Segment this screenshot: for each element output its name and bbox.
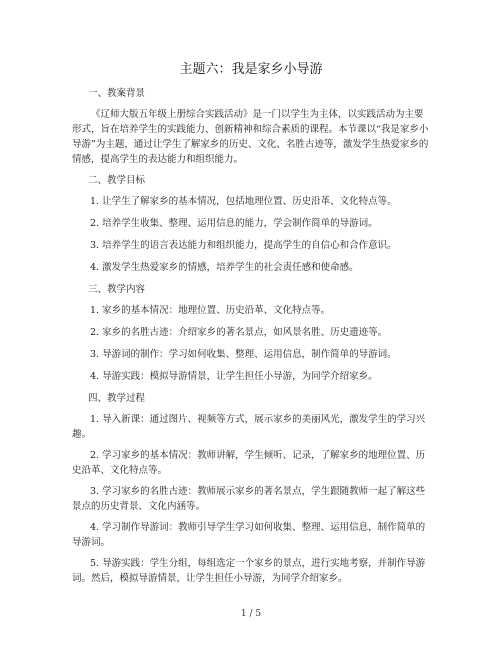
objective-item: 3. 培养学生的语言表达能力和组织能力，提高学生的自信心和合作意识。 (90, 240, 397, 251)
section-heading-process: 四、教学过程 (88, 393, 146, 404)
background-paragraph: 《辽师大版五年级上册综合实践活动》是一门以学生为主体，以实践活动为主要形式，旨在培养学生的实践能力、创新精神和综合素质的课程。本节课以“我是家乡小导游”为主题，通过让学生了解家乡的历史、文化、名胜古迹等，激发学生热爱家乡的情感，提高学生的表达能力和组织能力。 (72, 109, 429, 165)
content-item: 3. 导游词的制作：学习如何收集、整理、运用信息，制作简单的导游词。 (90, 349, 397, 360)
content-item: 1. 家乡的基本情况：地理位置、历史沿革、文化特点等。 (90, 305, 331, 316)
document-body (72, 80, 432, 592)
objective-item: 4. 激发学生热爱家乡的情感，培养学生的社会责任感和使命感。 (90, 262, 359, 273)
section-heading-background: 一、教案背景 (88, 88, 146, 99)
page-title: 主题六：我是家乡小导游 (179, 62, 323, 77)
content-item: 4. 导游实践：模拟导游情景，让学生担任小导游，为同学介绍家乡。 (90, 371, 378, 382)
section-heading-objectives: 二、教学目标 (88, 175, 146, 186)
section-heading-content: 三、教学内容 (88, 284, 146, 295)
process-step: 4. 学习制作导游词：教师引导学生学习如何收集、整理、运用信息，制作简单的导游词。 (72, 522, 426, 548)
page-number: 1 / 5 (240, 609, 262, 619)
objective-item: 2. 培养学生收集、整理、运用信息的能力，学会制作简单的导游词。 (90, 218, 378, 229)
process-step: 3. 学习家乡的名胜古迹：教师展示家乡的著名景点，学生跟随教师一起了解这些景点的历史背景、文化内涵等。 (72, 486, 426, 512)
process-step: 1. 导入新课：通过图片、视频等方式，展示家乡的美丽风光，激发学生的学习兴趣。 (72, 414, 426, 440)
process-step: 5. 导游实践：学生分组，每组选定一个家乡的景点，进行实地考察，并制作导游词。然后，模拟导游情景，让学生担任小导游，为同学介绍家乡。 (72, 558, 426, 584)
objective-item: 1. 让学生了解家乡的基本情况，包括地理位置、历史沿革、文化特点等。 (90, 196, 397, 207)
content-item: 2. 家乡的名胜古迹：介绍家乡的著名景点，如风景名胜、历史遗迹等。 (90, 327, 388, 338)
process-step: 2. 学习家乡的基本情况：教师讲解，学生倾听、记录，了解家乡的地理位置、历史沿革、文化特点等。 (72, 450, 426, 476)
